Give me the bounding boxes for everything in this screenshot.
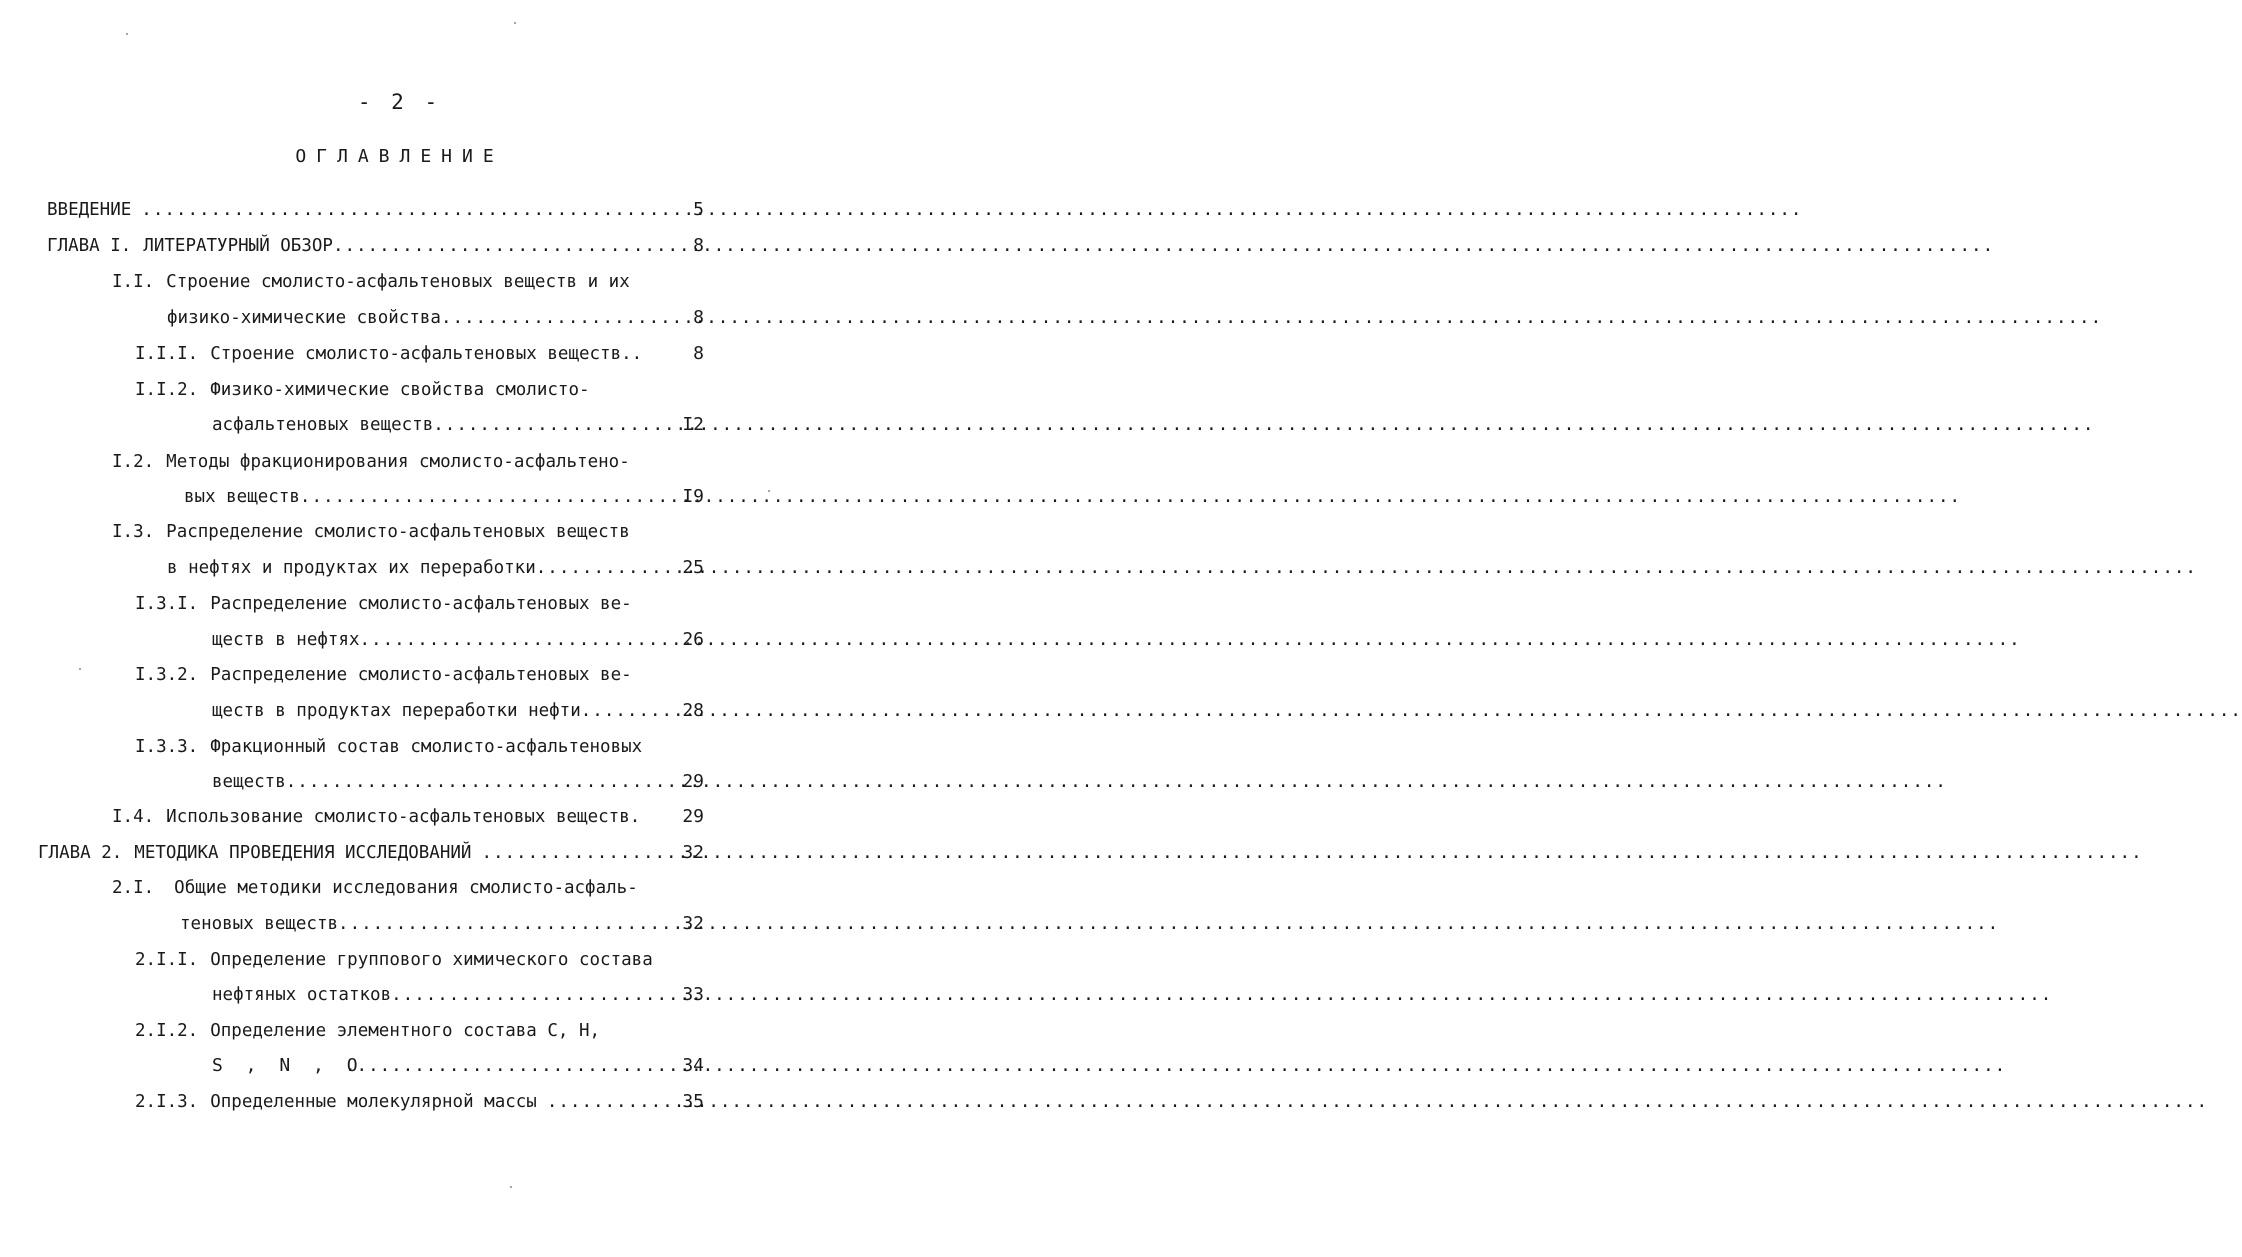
toc-entry-number: 2.I.I. [135,950,199,970]
toc-entry-number: 2.I. [112,878,155,898]
toc-entry-text: ВВЕДЕНИЕ [47,200,132,220]
toc-entry-continuation [212,1054,364,1078]
page-number: - 2 - [357,90,442,114]
toc-page-ref: 29 [682,806,704,827]
toc-entry-number: I.I.2. [135,380,199,400]
toc-page-ref: 8 [693,235,704,256]
toc-entry-cont-text: в нефтях и продуктах их переработки [167,558,536,578]
toc-entry-section [112,876,672,900]
toc-entry-cont-text: ществ в продуктах переработки нефти [212,701,581,721]
toc-entry-cont-text: веществ [212,772,286,792]
toc-entry-cont-text: асфальтеновых веществ [212,415,434,435]
scan-speck [768,490,770,492]
toc-entry-continuation [180,912,659,936]
toc-page-ref: 34 [682,1055,704,1076]
toc-entry-continuation [212,770,659,794]
leader-dots [360,628,2021,652]
toc-entry-subsection [135,378,672,402]
leader-dots [338,912,1999,936]
toc-entry-number: I.I.I. [135,344,199,364]
toc-entry-continuation [212,413,659,437]
toc-entry-section [112,805,662,829]
leader-line [345,1054,659,1078]
toc-entry-text: Общие методики исследования смолисто-асфаль- [174,878,638,898]
toc-entry-subsection [135,342,659,366]
scan-speck [510,1186,512,1188]
leader-dots [547,1090,2208,1114]
toc-page-ref: 32 [682,913,704,934]
scan-speck [514,22,516,24]
leader-dots [536,556,2197,580]
toc-entry-text: Распределение смолисто-асфальтеновых ве- [210,594,632,614]
leader-dots [300,485,1961,509]
toc-entry-number: 2.I.2. [135,1021,199,1041]
toc-entry-continuation [167,306,659,330]
toc-entry-continuation [212,628,659,652]
toc-entry-text: Строение смолисто-асфальтеновых веществ и их [166,272,630,292]
toc-page-ref: 29 [682,771,704,792]
toc-page-ref: 32 [682,842,704,863]
toc-entry-text: МЕТОДИКА ПРОВЕДЕНИЯ ИССЛЕДОВАНИЙ [134,843,472,863]
leader-dots [333,234,1994,258]
toc-page-ref: 35 [682,1091,704,1112]
toc-entry-number: I.2. [112,452,155,472]
chemical-elements: S , N , O [212,1055,364,1076]
toc-entry-number: I.3.3. [135,737,199,757]
toc-page-ref: 33 [682,984,704,1005]
toc-entry-continuation [212,699,659,723]
toc-entry-number: I.3.I. [135,594,199,614]
toc-entry-number: I.3. [112,522,155,542]
toc-page-ref: I2 [682,414,704,435]
toc-entry-section [112,450,672,474]
toc-entry-section [112,270,672,294]
leader-dots [581,699,2242,723]
toc-page-ref: 25 [682,557,704,578]
toc-entry-continuation [212,983,659,1007]
leader-dots [391,983,2052,1007]
toc-entry-number: ГЛАВА 2. [38,843,123,863]
leader-dots [345,1054,2006,1078]
toc-entry-text: Определенные молекулярной массы [210,1092,537,1112]
toc-entry-text: Строение смолисто-асфальтеновых веществ.. [210,344,643,364]
toc-page-ref: I9 [682,486,704,507]
toc-page-ref: 28 [682,700,704,721]
leader-dots [286,770,1947,794]
toc-entry-text: Фракционный состав смолисто-асфальтеновых [210,737,643,757]
toc-title: ОГЛАВЛЕНИЕ [295,146,504,167]
toc-entry-continuation [184,485,659,509]
toc-entry-cont-text: физико-химические свойства [167,308,441,328]
toc-entry-number: ГЛАВА I. [47,236,132,256]
leader-dots [481,841,2142,865]
toc-entry-number: I.I. [112,272,155,292]
toc-entry-subsection [135,1019,635,1043]
toc-entry-subsection [135,948,675,972]
scan-speck [126,33,128,35]
toc-entry-number: I.3.2. [135,665,199,685]
scan-speck [79,668,81,670]
toc-entry-chapter-1 [47,234,659,258]
toc-entry-number: 2.I.3. [135,1092,199,1112]
toc-entry-subsection [135,735,672,759]
toc-entry-continuation [167,556,659,580]
toc-entry-cont-text: ществ в нефтях [212,630,360,650]
toc-entry-cont-text: теновых веществ [180,914,339,934]
toc-entry-text: Распределение смолисто-асфальтеновых веществ [166,522,630,542]
toc-entry-introduction [47,198,659,222]
toc-entry-text: Распределение смолисто-асфальтеновых ве- [210,665,632,685]
toc-entry-cont-text: вых веществ [184,487,300,507]
toc-entry-text: Использование смолисто-асфальтеновых веществ. [166,807,641,827]
toc-entry-subsection [135,592,672,616]
document-page [0,0,799,1257]
leader-dots [141,198,1802,222]
toc-entry-section [112,520,672,544]
toc-page-ref: 8 [693,307,704,328]
toc-entry-cont-text: нефтяных остатков [212,985,392,1005]
toc-entry-subsection [135,663,672,687]
toc-entry-text: Физико-химические свойства смолисто- [210,380,590,400]
toc-page-ref: 5 [693,199,704,220]
toc-entry-chapter-2 [38,841,659,865]
toc-entry-subsection [135,1090,659,1114]
toc-entry-text: Методы фракционирования смолисто-асфальтено- [166,452,630,472]
toc-entry-text: Определение элементного состава С, Н, [210,1021,601,1041]
toc-page-ref: 8 [693,343,704,364]
toc-entry-text: ЛИТЕРАТУРНЫЙ ОБЗОР [143,236,333,256]
toc-page-ref: 26 [682,629,704,650]
toc-entry-text: Определение группового химического состава [210,950,653,970]
toc-entry-number: I.4. [112,807,155,827]
